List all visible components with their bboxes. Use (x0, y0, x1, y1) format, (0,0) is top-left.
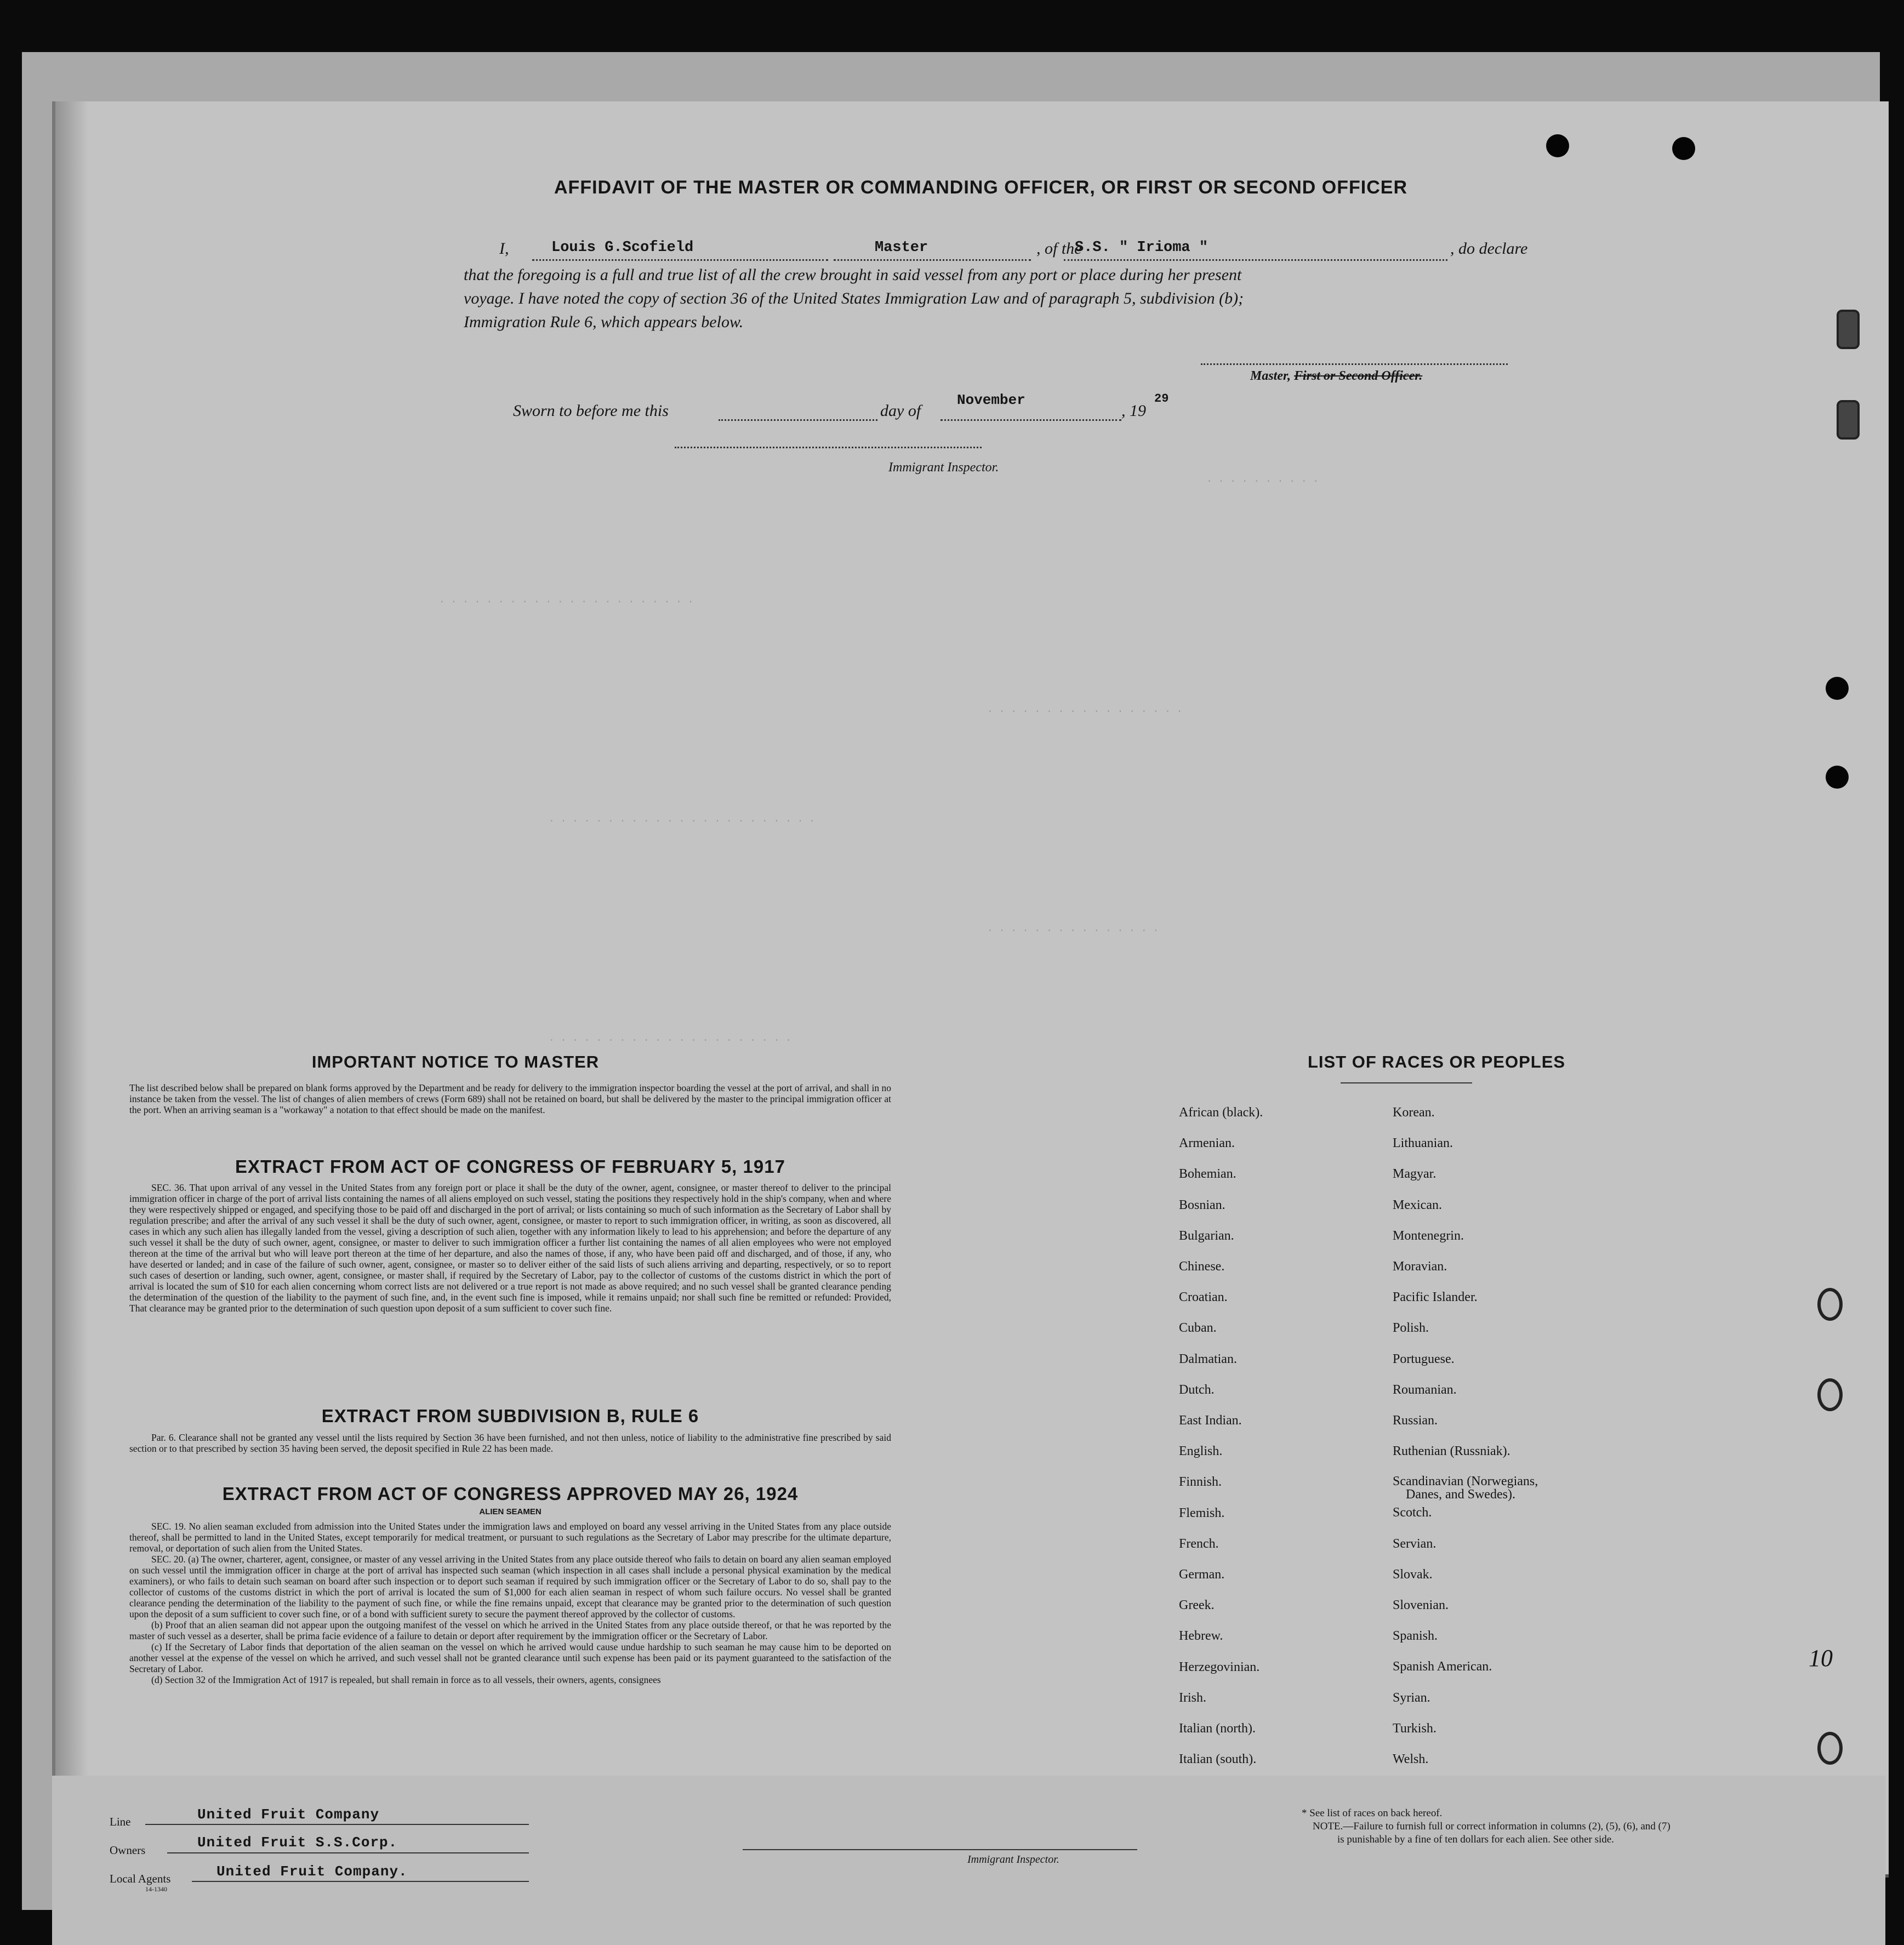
race-item: German. (1179, 1567, 1225, 1582)
race-item: Mexican. (1393, 1197, 1442, 1212)
affidavit-text-line1: that the foregoing is a full and true list of all the crew brought in said vessel from any port or place during her present (464, 266, 1242, 284)
race-item: Hebrew. (1179, 1629, 1223, 1644)
of-the-label: , of the (1036, 239, 1082, 258)
line-field-underline (145, 1824, 529, 1825)
race-item: East Indian. (1179, 1413, 1242, 1428)
agents-label: Local Agents (110, 1872, 171, 1885)
notice-title: IMPORTANT NOTICE TO MASTER (311, 1052, 600, 1071)
race-item: Finnish. (1179, 1475, 1222, 1490)
races-title: LIST OF RACES OR PEOPLES (1307, 1052, 1566, 1071)
race-item: Slovenian. (1393, 1598, 1449, 1612)
race-item: Irish. (1179, 1690, 1206, 1705)
race-item: French. (1179, 1536, 1219, 1551)
race-item: Chinese. (1179, 1259, 1225, 1274)
race-item: Danes, and Swedes). (1406, 1487, 1515, 1502)
vessel-line (1064, 259, 1447, 261)
binder-clip-icon (1837, 400, 1860, 440)
footer-note-2: NOTE.—Failure to furnish full or correct information in columns (2), (5), (6), and (7) (1313, 1821, 1671, 1832)
bleed-through: . . . . . . . . . . . . . . . . . . . . . (549, 1033, 791, 1044)
line-value: United Fruit Company (197, 1806, 380, 1823)
vessel-name: S.S. " Irioma " (1075, 239, 1208, 256)
race-item: Slovak. (1393, 1567, 1433, 1582)
race-item: Spanish American. (1393, 1659, 1492, 1674)
extract-1924-p5: (d) Section 32 of the Immigration Act of 1917 is repealed, but shall remain in force as to all vessels, their owners, agents, consignees (151, 1674, 661, 1685)
races-title-rule (1341, 1082, 1472, 1083)
punch-hole-icon (1826, 677, 1849, 700)
sworn-label: Sworn to before me this (513, 402, 669, 420)
race-item: Dalmatian. (1179, 1351, 1237, 1366)
bleed-through: . . . . . . . . . . . . . . . . . . . . . . . (549, 814, 816, 825)
notice-text: The list described below shall be prepared on blank forms approved by the Department and be ready for delivery to the immigration inspector boarding the vessel at the port of arrival, and shall in no instance be taken from the vessel. The list of changes of alien members of crews (Form 689) shall not be retained on board, but shall be delivered by the master to the principal immigration officer at the port. When an arriving seaman is a "workaway" a notation to that effect should be made on the manifest. (129, 1082, 891, 1115)
extract-1917-title: EXTRACT FROM ACT OF CONGRESS OF FEBRUARY 5, 1917 (235, 1156, 785, 1177)
owners-value: United Fruit S.S.Corp. (197, 1834, 398, 1851)
race-item: Portuguese. (1393, 1351, 1455, 1366)
race-item: Greek. (1179, 1598, 1215, 1613)
race-item: Bulgarian. (1179, 1228, 1234, 1243)
owners-label: Owners (110, 1844, 146, 1857)
race-item: Montenegrin. (1393, 1228, 1464, 1243)
signature-caption-struck: First or Second Officer. (1294, 369, 1423, 383)
form-number: 14-1340 (145, 1885, 167, 1893)
bleed-through: . . . . . . . . . . . . . . . (987, 923, 1159, 934)
footer-note-3: is punishable by a fine of ten dollars for each alien. See other side. (1337, 1834, 1614, 1845)
footer-inspector-line (743, 1849, 1137, 1850)
race-item: African (black). (1179, 1105, 1263, 1120)
race-item: Herzegovinian. (1179, 1659, 1260, 1674)
race-item: Lithuanian. (1393, 1136, 1453, 1151)
rank-line (834, 259, 1031, 261)
race-item: Armenian. (1179, 1136, 1235, 1151)
declarant-name: Louis G.Scofield (551, 239, 694, 256)
race-item: Pacific Islander. (1393, 1290, 1478, 1305)
inspector-caption: Immigrant Inspector. (888, 460, 999, 475)
race-item: Scandinavian (Norwegians, (1393, 1474, 1538, 1489)
race-item: Spanish. (1393, 1629, 1438, 1644)
race-item: Bosnian. (1179, 1197, 1225, 1212)
footer-strip (52, 1877, 1885, 1945)
extract-1924-p3: (b) Proof that an alien seaman did not appear upon the outgoing manifest of the vessel on which he arrived in the United States from any place outside thereof, or that he was reported by the master of such vessel as a deserter, shall be prima facie evidence of a failure to detain or deport after requirement by the immigration officer or the Secretary of Labor. (129, 1619, 891, 1641)
year-prefix: , 19 (1121, 402, 1146, 420)
affidavit-text-line3: Immigration Rule 6, which appears below. (464, 313, 744, 331)
race-item: Ruthenian (Russniak). (1393, 1444, 1510, 1459)
race-item: Dutch. (1179, 1382, 1215, 1397)
race-item: Scotch. (1393, 1505, 1432, 1520)
binder-ring-icon (1817, 1378, 1843, 1411)
agents-value: United Fruit Company. (216, 1863, 408, 1880)
page-edge-shadow (55, 101, 88, 1877)
race-item: Flemish. (1179, 1505, 1225, 1520)
punch-hole-icon (1546, 134, 1569, 157)
bleed-through: . . . . . . . . . . (1206, 474, 1319, 485)
sworn-day-line (719, 419, 877, 421)
race-item: Servian. (1393, 1536, 1436, 1551)
sworn-month: November (957, 392, 1025, 408)
race-item: Korean. (1393, 1105, 1435, 1120)
bleed-through: . . . . . . . . . . . . . . . . . (987, 704, 1183, 715)
punch-hole-icon (1826, 766, 1849, 789)
affidavit-text-line2: voyage. I have noted the copy of section 36 of the United States Immigration Law and of paragraph 5, subdivision (b); (464, 289, 1244, 307)
do-declare-label: , do declare (1450, 239, 1528, 258)
agents-field-underline (192, 1881, 529, 1882)
race-item: Bohemian. (1179, 1167, 1236, 1182)
day-of-label: day of (880, 402, 921, 420)
footer-inspector-caption: Immigrant Inspector. (967, 1853, 1059, 1866)
punch-hole-icon (1672, 137, 1695, 160)
binder-ring-icon (1817, 1732, 1843, 1765)
race-item: Italian (south). (1179, 1752, 1257, 1767)
document-page (52, 101, 1889, 1877)
race-item: Polish. (1393, 1321, 1429, 1336)
binder-ring-icon (1817, 1288, 1843, 1321)
extract-1924-p1: SEC. 19. No alien seaman excluded from admission into the United States under the immigration laws and employed on board any vessel arriving in the United States from any place outside thereof, shall be permitted to land in the United States, except temporarily for medical treatment, or pursuant to such regulations as the Secretary of Labor may prescribe for the ultimate departure, removal, or deportation of such alien from the United States. (129, 1521, 891, 1554)
extract-1924-p4: (c) If the Secretary of Labor finds that deportation of the alien seaman on the vessel on which he arrived would cause undue hardship to such seaman he may cause him to be deported on another vessel at the expense of the vessel on which he arrived, and such vessel shall not be granted clearance until such expense has been paid or its payment guaranteed to the satisfaction of the Secretary of Labor. (129, 1641, 891, 1674)
race-item: English. (1179, 1444, 1223, 1459)
binder-clip-icon (1837, 310, 1860, 349)
race-item: Roumanian. (1393, 1382, 1457, 1397)
race-item: Russian. (1393, 1413, 1438, 1428)
line-label: Line (110, 1815, 131, 1828)
signature-caption (1250, 369, 1422, 384)
race-item: Magyar. (1393, 1167, 1436, 1182)
footer-note-1: * See list of races on back hereof. (1302, 1807, 1443, 1819)
extract-1924-subtitle: ALIEN SEAMEN (479, 1507, 541, 1516)
race-item: Italian (north). (1179, 1721, 1256, 1736)
rule6-title: EXTRACT FROM SUBDIVISION B, RULE 6 (321, 1406, 699, 1426)
race-item: Croatian. (1179, 1290, 1228, 1305)
name-line (532, 259, 828, 261)
margin-number: 10 (1809, 1645, 1833, 1672)
declarant-rank: Master (875, 239, 928, 256)
owners-field-underline (167, 1852, 529, 1853)
extract-1924-title: EXTRACT FROM ACT OF CONGRESS APPROVED MAY 26, 1924 (222, 1484, 799, 1504)
race-item: Turkish. (1393, 1721, 1436, 1736)
sworn-year: 29 (1154, 392, 1169, 406)
extract-1917-text: SEC. 36. That upon arrival of any vessel in the United States from any foreign port or place it shall be the duty of the owner, agent, consignee, or master thereof to deliver to the principal immigration officer in charge of the port of arrival lists containing the names of all aliens employed on such vessel, stating the positions they respectively hold in the ship's company, when and where they were respectively shipped or engaged, and specifying those to be paid off and discharged in the port of arrival; or lists containing so much of such information as the Secretary of Labor shall by regulation prescribe; and after the arrival of any such vessel it shall be the duty of such owner, agent, consignee, or master to report to such immigration officer, in writing, as soon as discovered, all cases in which any such alien has illegally landed from the vessel, giving a description of such alien, together with any information likely to lead to his apprehension; and before the departure of any such vessel it shall be the duty of such owner, agent, consignee, or master to deliver to such immigration officer a further list containing the names of all alien employees who were not employed thereon at the time of the arrival but who will leave port thereon at the time of her departure, and also the names of those, if any, who have been paid off and discharged, and of those, if any, who have deserted or landed; and in case of the failure of such owner, agent, consignee, or master so to deliver either of the said lists of such aliens arriving and departing, respectively, or so to report such cases of desertion or landing, such owner, agent, consignee, or master shall, if required by the Secretary of Labor, pay to the collector of customs of the customs district in which the port of arrival is located the sum of $10 for each alien concerning whom correct lists are not delivered or a true report is not made as above required; and no such vessel shall be granted clearance pending the determination of the question of the liability to the payment of such fine, and, in the event such fine is imposed, while it remains unpaid; nor shall such fine be remitted or refunded: Provided, That clearance may be granted prior to the determination of such question upon deposit of a sum sufficient to cover such fine. (129, 1182, 891, 1314)
signature-caption-master: Master, (1250, 369, 1291, 383)
footer-area (52, 1776, 1885, 1893)
race-item: Syrian. (1393, 1690, 1430, 1705)
affidavit-i: I, (499, 239, 509, 258)
bleed-through: . . . . . . . . . . . . . . . . . . . . . . (439, 595, 694, 606)
race-item: Welsh. (1393, 1752, 1429, 1766)
sworn-month-line (940, 419, 1121, 421)
extract-1924-p2: SEC. 20. (a) The owner, charterer, agent, consignee, or master of any vessel arriving in the United States from any place outside thereof who fails to detain on board any alien seaman employed on such vessel until the immigration officer in charge at the port of arrival has inspected such seaman (which inspection in all cases shall include a personal physical examination by the medical examiners), or who fails to detain such seaman on board after such inspection or to deport such seaman if required by such immigration officer or the Secretary of Labor to do so, shall pay to the collector of customs of the customs district in which the port of arrival is located the sum of $1,000 for each alien seaman in respect of whom such failure occurs. No vessel shall be granted clearance pending the determination of the liability to the payment of such fine, or while the fine remains unpaid, except that clearance may be granted prior to the determination of such question upon the deposit of a sum sufficient to cover such fine, or of a bond with sufficient surety to secure the payment thereof approved by the collector of customs. (129, 1554, 891, 1619)
inspector-signature-line (675, 447, 982, 448)
affidavit-title: AFFIDAVIT OF THE MASTER OR COMMANDING OFFICER, OR FIRST OR SECOND OFFICER (554, 177, 1407, 198)
race-item: Cuban. (1179, 1321, 1217, 1336)
rule6-text: Par. 6. Clearance shall not be granted any vessel until the lists required by Section 36 have been furnished, and not then unless, notice of liability to the administrative fine prescribed by said section or to that prescribed by section 35 having been served, the deposit specified in Rule 22 has been made. (129, 1432, 891, 1454)
master-signature-line (1201, 363, 1508, 365)
race-item: Moravian. (1393, 1259, 1447, 1274)
